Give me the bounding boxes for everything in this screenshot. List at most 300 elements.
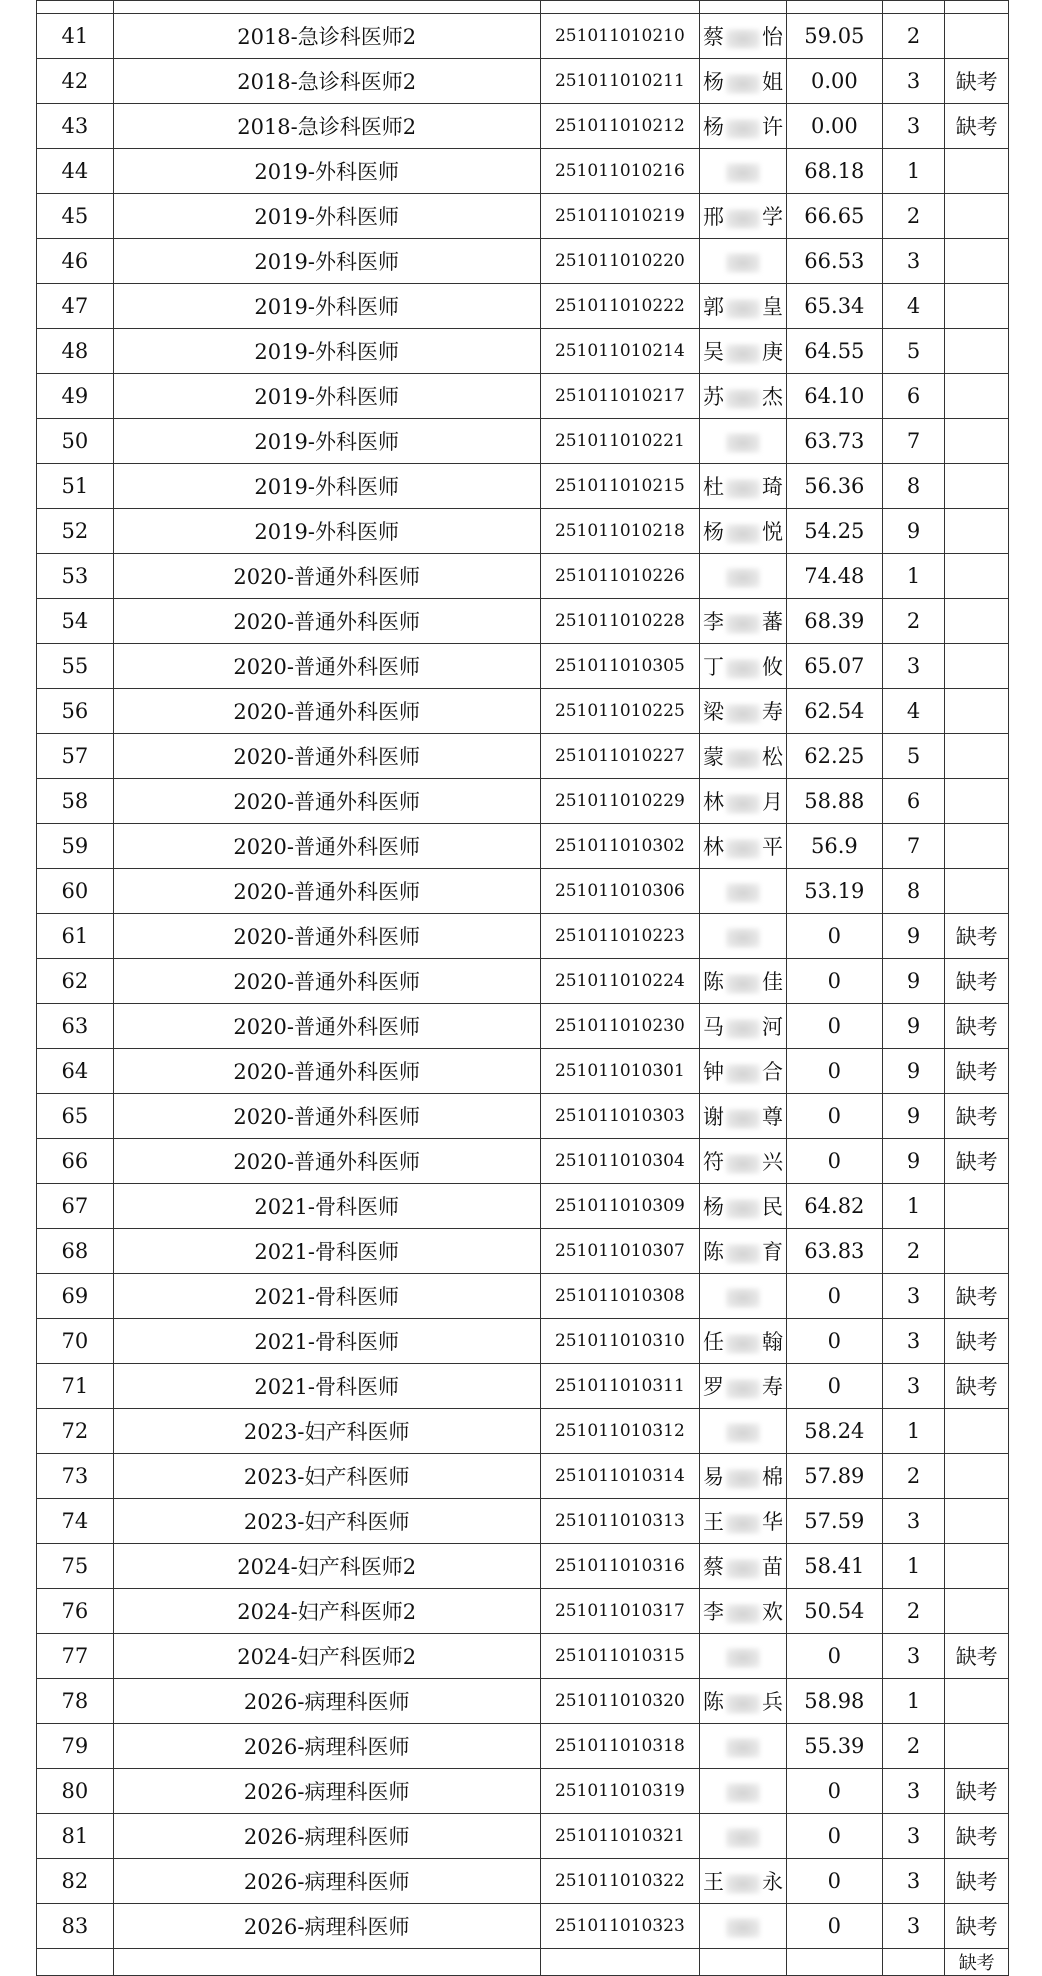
table-row: [37, 1544, 1009, 1589]
rank-cell: 6: [882, 779, 945, 824]
candidate-id-cell: 251011010210: [540, 14, 699, 59]
table-row: [37, 104, 1009, 149]
note-cell: [945, 1409, 1009, 1454]
name-last-char: 许: [762, 115, 784, 139]
score-cell: 62.25: [786, 734, 882, 779]
note-cell: [945, 554, 1009, 599]
score-cell: 56.36: [786, 464, 882, 509]
seq-cell: 45: [37, 194, 114, 239]
rank-cell: 8: [882, 869, 945, 914]
table-row: [37, 1904, 1009, 1949]
name-cell: [700, 869, 787, 914]
rank-cell: 3: [882, 1814, 945, 1859]
name-redaction: [726, 1154, 760, 1174]
seq-cell: 51: [37, 464, 114, 509]
score-cell: 0: [786, 1004, 882, 1049]
rank-cell: 5: [882, 329, 945, 374]
name-cell: [700, 464, 787, 509]
name-cell: [700, 1769, 787, 1814]
rank-cell: 2: [882, 194, 945, 239]
candidate-id-cell: 251011010305: [540, 644, 699, 689]
score-cell: 59.05: [786, 14, 882, 59]
score-cell: 68.18: [786, 149, 882, 194]
position-cell: 2020-普通外科医师: [113, 824, 540, 869]
name-first-char: 梁: [703, 700, 725, 724]
name-first-char: 陈: [703, 1240, 725, 1264]
name-first-char: 杨: [703, 520, 725, 544]
score-cell: 0: [786, 1274, 882, 1319]
name-last-char: 永: [762, 1870, 784, 1894]
score-cell: 56.9: [786, 824, 882, 869]
rank-cell: 3: [882, 1499, 945, 1544]
name-first-char: 蒙: [703, 745, 725, 769]
seq-cell: 55: [37, 644, 114, 689]
name-cell: [700, 1544, 787, 1589]
seq-cell: 42: [37, 59, 114, 104]
rank-cell: 7: [882, 824, 945, 869]
position-cell: 2020-普通外科医师: [113, 1094, 540, 1139]
position-cell: 2020-普通外科医师: [113, 959, 540, 1004]
name-last-char: 寿: [762, 1375, 784, 1399]
candidate-id-cell: 251011010224: [540, 959, 699, 1004]
rank-cell: 8: [882, 464, 945, 509]
name-redaction: [726, 1828, 760, 1848]
candidate-id-cell: 251011010322: [540, 1859, 699, 1904]
score-cell: 0: [786, 1364, 882, 1409]
candidate-id-cell: 251011010318: [540, 1724, 699, 1769]
note-cell: 缺考: [945, 1274, 1009, 1319]
candidate-id-cell: 251011010308: [540, 1274, 699, 1319]
rank-cell: 9: [882, 1094, 945, 1139]
candidate-id-cell: 251011010315: [540, 1634, 699, 1679]
name-last-char: 悦: [762, 520, 784, 544]
name-redaction: [726, 974, 760, 994]
name-redaction: [726, 29, 760, 49]
note-cell: [945, 194, 1009, 239]
rank-cell: 3: [882, 1769, 945, 1814]
rank-cell: 9: [882, 509, 945, 554]
name-last-char: 育: [762, 1240, 784, 1264]
rank-cell: 3: [882, 1319, 945, 1364]
candidate-id-cell: 251011010229: [540, 779, 699, 824]
name-redaction: [726, 1109, 760, 1129]
name-last-char: 平: [762, 835, 784, 859]
seq-cell: 59: [37, 824, 114, 869]
position-cell: 2026-病理科医师: [113, 1724, 540, 1769]
note-cell: [945, 599, 1009, 644]
candidate-id-cell: 251011010302: [540, 824, 699, 869]
seq-cell: 70: [37, 1319, 114, 1364]
name-last-char: 攸: [762, 655, 784, 679]
name-first-char: 陈: [703, 970, 725, 994]
score-cell: 65.07: [786, 644, 882, 689]
note-cell: 缺考: [945, 1004, 1009, 1049]
note-cell: [945, 824, 1009, 869]
name-redaction: [726, 659, 760, 679]
seq-cell: 44: [37, 149, 114, 194]
table-row: [37, 1364, 1009, 1409]
rank-cell: 3: [882, 104, 945, 149]
partial-seq-cell: [37, 1949, 114, 1976]
note-cell: [945, 869, 1009, 914]
name-cell: [700, 1814, 787, 1859]
seq-cell: 75: [37, 1544, 114, 1589]
seq-cell: 74: [37, 1499, 114, 1544]
score-cell: 0: [786, 1634, 882, 1679]
seq-cell: 69: [37, 1274, 114, 1319]
score-cell: 68.39: [786, 599, 882, 644]
partial-name-cell: [700, 1, 787, 14]
name-last-char: 兵: [762, 1690, 784, 1714]
name-last-char: 棉: [762, 1465, 784, 1489]
name-redaction: [726, 1019, 760, 1039]
score-table-body: [37, 1, 1009, 1976]
name-redaction: [726, 209, 760, 229]
name-redaction: [726, 389, 760, 409]
position-cell: 2019-外科医师: [113, 239, 540, 284]
name-cell: [700, 1139, 787, 1184]
score-cell: 63.83: [786, 1229, 882, 1274]
candidate-id-cell: 251011010304: [540, 1139, 699, 1184]
name-redaction: [726, 1423, 760, 1443]
candidate-id-cell: 251011010317: [540, 1589, 699, 1634]
rank-cell: 9: [882, 1004, 945, 1049]
seq-cell: 65: [37, 1094, 114, 1139]
rank-cell: 3: [882, 1904, 945, 1949]
name-cell: [700, 959, 787, 1004]
candidate-id-cell: 251011010316: [540, 1544, 699, 1589]
partial-position-cell: [113, 1, 540, 14]
note-cell: [945, 14, 1009, 59]
seq-cell: 78: [37, 1679, 114, 1724]
name-last-char: 尊: [762, 1105, 784, 1129]
name-last-char: 佳: [762, 970, 784, 994]
seq-cell: 80: [37, 1769, 114, 1814]
note-cell: [945, 734, 1009, 779]
position-cell: 2021-骨科医师: [113, 1364, 540, 1409]
table-row: [37, 509, 1009, 554]
score-table: [36, 0, 1009, 1976]
seq-cell: 41: [37, 14, 114, 59]
position-cell: 2024-妇产科医师2: [113, 1544, 540, 1589]
position-cell: 2026-病理科医师: [113, 1679, 540, 1724]
seq-cell: 58: [37, 779, 114, 824]
name-cell: [700, 599, 787, 644]
rank-cell: 2: [882, 599, 945, 644]
name-redaction: [726, 614, 760, 634]
name-last-char: 合: [762, 1060, 784, 1084]
position-cell: 2021-骨科医师: [113, 1319, 540, 1364]
name-first-char: 蔡: [703, 1555, 725, 1579]
name-redaction: [726, 1469, 760, 1489]
table-row: [37, 914, 1009, 959]
name-cell: [700, 689, 787, 734]
name-cell: [700, 509, 787, 554]
name-last-char: 翰: [762, 1330, 784, 1354]
note-cell: 缺考: [945, 1319, 1009, 1364]
candidate-id-cell: 251011010221: [540, 419, 699, 464]
candidate-id-cell: 251011010312: [540, 1409, 699, 1454]
table-row: [37, 14, 1009, 59]
note-cell: [945, 1589, 1009, 1634]
name-redaction: [726, 1064, 760, 1084]
name-cell: [700, 1589, 787, 1634]
position-cell: 2020-普通外科医师: [113, 554, 540, 599]
name-first-char: 钟: [703, 1060, 725, 1084]
table-row: [37, 374, 1009, 419]
position-cell: 2020-普通外科医师: [113, 734, 540, 779]
name-cell: [700, 1679, 787, 1724]
candidate-id-cell: 251011010310: [540, 1319, 699, 1364]
rank-cell: 2: [882, 1229, 945, 1274]
table-row: [37, 239, 1009, 284]
table-row: [37, 1769, 1009, 1814]
table-row: [37, 1499, 1009, 1544]
name-cell: [700, 1004, 787, 1049]
name-redaction: [726, 883, 760, 903]
name-redaction: [726, 299, 760, 319]
rank-cell: 3: [882, 1634, 945, 1679]
name-first-char: 吴: [703, 340, 725, 364]
note-cell: [945, 509, 1009, 554]
name-cell: [700, 284, 787, 329]
name-last-char: 学: [762, 205, 784, 229]
note-cell: [945, 329, 1009, 374]
position-cell: 2026-病理科医师: [113, 1859, 540, 1904]
partial-name-cell: [700, 1949, 787, 1976]
name-redaction: [726, 1288, 760, 1308]
candidate-id-cell: 251011010323: [540, 1904, 699, 1949]
note-cell: [945, 779, 1009, 824]
partial-id-cell: [540, 1949, 699, 1976]
candidate-id-cell: 251011010313: [540, 1499, 699, 1544]
partial-note-cell: 缺考: [945, 1949, 1009, 1976]
name-redaction: [726, 479, 760, 499]
partial-seq-cell: [37, 1, 114, 14]
seq-cell: 76: [37, 1589, 114, 1634]
seq-cell: 60: [37, 869, 114, 914]
seq-cell: 64: [37, 1049, 114, 1094]
candidate-id-cell: 251011010301: [540, 1049, 699, 1094]
score-cell: 0: [786, 914, 882, 959]
rank-cell: 4: [882, 284, 945, 329]
name-redaction: [726, 1738, 760, 1758]
candidate-id-cell: 251011010225: [540, 689, 699, 734]
note-cell: 缺考: [945, 1049, 1009, 1094]
name-cell: [700, 374, 787, 419]
rank-cell: 3: [882, 1364, 945, 1409]
name-redaction: [726, 749, 760, 769]
name-redaction: [726, 253, 760, 273]
candidate-id-cell: 251011010219: [540, 194, 699, 239]
name-cell: [700, 14, 787, 59]
rank-cell: 3: [882, 644, 945, 689]
position-cell: 2020-普通外科医师: [113, 644, 540, 689]
score-cell: 62.54: [786, 689, 882, 734]
table-row: [37, 284, 1009, 329]
score-cell: 58.41: [786, 1544, 882, 1589]
name-first-char: 杜: [703, 475, 725, 499]
seq-cell: 43: [37, 104, 114, 149]
rank-cell: 2: [882, 14, 945, 59]
name-last-char: 华: [762, 1510, 784, 1534]
name-cell: [700, 1499, 787, 1544]
table-row: [37, 689, 1009, 734]
candidate-id-cell: 251011010306: [540, 869, 699, 914]
name-last-char: 苗: [762, 1555, 784, 1579]
candidate-id-cell: 251011010222: [540, 284, 699, 329]
name-cell: [700, 1634, 787, 1679]
position-cell: 2026-病理科医师: [113, 1814, 540, 1859]
name-cell: [700, 779, 787, 824]
candidate-id-cell: 251011010220: [540, 239, 699, 284]
name-redaction: [726, 524, 760, 544]
name-last-char: 皇: [762, 295, 784, 319]
position-cell: 2019-外科医师: [113, 509, 540, 554]
name-cell: [700, 329, 787, 374]
note-cell: [945, 1184, 1009, 1229]
seq-cell: 52: [37, 509, 114, 554]
name-cell: [700, 1409, 787, 1454]
name-redaction: [726, 1918, 760, 1938]
note-cell: [945, 1679, 1009, 1724]
name-redaction: [726, 1514, 760, 1534]
score-cell: 66.53: [786, 239, 882, 284]
name-first-char: 林: [703, 790, 725, 814]
position-cell: 2018-急诊科医师2: [113, 104, 540, 149]
note-cell: [945, 689, 1009, 734]
note-cell: 缺考: [945, 959, 1009, 1004]
name-cell: [700, 1184, 787, 1229]
name-first-char: 林: [703, 835, 725, 859]
rank-cell: 1: [882, 1184, 945, 1229]
note-cell: [945, 374, 1009, 419]
rank-cell: 3: [882, 1274, 945, 1319]
candidate-id-cell: 251011010319: [540, 1769, 699, 1814]
name-first-char: 谢: [703, 1105, 725, 1129]
position-cell: 2018-急诊科医师2: [113, 59, 540, 104]
name-cell: [700, 914, 787, 959]
table-row: [37, 554, 1009, 599]
table-row: [37, 1589, 1009, 1634]
table-row: [37, 1454, 1009, 1499]
partial-note-cell: [945, 1, 1009, 14]
seq-cell: 62: [37, 959, 114, 1004]
partial-rank-cell: [882, 1949, 945, 1976]
rank-cell: 2: [882, 1724, 945, 1769]
table-row: [37, 1274, 1009, 1319]
name-redaction: [726, 1244, 760, 1264]
table-row: [37, 959, 1009, 1004]
candidate-id-cell: 251011010320: [540, 1679, 699, 1724]
name-last-char: 兴: [762, 1150, 784, 1174]
note-cell: [945, 1454, 1009, 1499]
candidate-id-cell: 251011010226: [540, 554, 699, 599]
candidate-id-cell: 251011010218: [540, 509, 699, 554]
name-cell: [700, 1859, 787, 1904]
seq-cell: 57: [37, 734, 114, 779]
name-cell: [700, 1724, 787, 1769]
name-first-char: 杨: [703, 1195, 725, 1219]
name-redaction: [726, 344, 760, 364]
rank-cell: 3: [882, 59, 945, 104]
score-cell: 0: [786, 959, 882, 1004]
candidate-id-cell: 251011010223: [540, 914, 699, 959]
seq-cell: 77: [37, 1634, 114, 1679]
candidate-id-cell: 251011010314: [540, 1454, 699, 1499]
seq-cell: 79: [37, 1724, 114, 1769]
table-row: [37, 1229, 1009, 1274]
name-last-char: 民: [762, 1195, 784, 1219]
name-first-char: 苏: [703, 385, 725, 409]
position-cell: 2026-病理科医师: [113, 1769, 540, 1814]
name-redaction: [726, 1199, 760, 1219]
note-cell: 缺考: [945, 1904, 1009, 1949]
name-redaction: [726, 568, 760, 588]
name-first-char: 邢: [703, 205, 725, 229]
rank-cell: 1: [882, 149, 945, 194]
note-cell: 缺考: [945, 1364, 1009, 1409]
seq-cell: 71: [37, 1364, 114, 1409]
name-cell: [700, 1904, 787, 1949]
name-first-char: 杨: [703, 70, 725, 94]
rank-cell: 6: [882, 374, 945, 419]
score-cell: 0.00: [786, 104, 882, 149]
position-cell: 2020-普通外科医师: [113, 1004, 540, 1049]
name-last-char: 欢: [762, 1600, 784, 1624]
name-redaction: [726, 1559, 760, 1579]
name-first-char: 蔡: [703, 25, 725, 49]
table-row: [37, 824, 1009, 869]
score-cell: 0: [786, 1139, 882, 1184]
candidate-id-cell: 251011010311: [540, 1364, 699, 1409]
partial-position-cell: [113, 1949, 540, 1976]
note-cell: 缺考: [945, 914, 1009, 959]
score-cell: 64.10: [786, 374, 882, 419]
position-cell: 2023-妇产科医师: [113, 1409, 540, 1454]
name-first-char: 李: [703, 610, 725, 634]
position-cell: 2020-普通外科医师: [113, 869, 540, 914]
score-cell: 64.55: [786, 329, 882, 374]
seq-cell: 54: [37, 599, 114, 644]
rank-cell: 5: [882, 734, 945, 779]
score-cell: 0.00: [786, 59, 882, 104]
score-cell: 0: [786, 1814, 882, 1859]
name-cell: [700, 1274, 787, 1319]
table-row: [37, 194, 1009, 239]
name-first-char: 王: [703, 1870, 725, 1894]
name-first-char: 罗: [703, 1375, 725, 1399]
rank-cell: 2: [882, 1454, 945, 1499]
name-redaction: [726, 1648, 760, 1668]
name-cell: [700, 1319, 787, 1364]
rank-cell: 1: [882, 1679, 945, 1724]
name-redaction: [726, 1783, 760, 1803]
score-cell: 66.65: [786, 194, 882, 239]
partial-rank-cell: [882, 1, 945, 14]
score-cell: 0: [786, 1904, 882, 1949]
seq-cell: 49: [37, 374, 114, 419]
candidate-id-cell: 251011010307: [540, 1229, 699, 1274]
name-redaction: [726, 433, 760, 453]
table-row: [37, 1634, 1009, 1679]
candidate-id-cell: 251011010217: [540, 374, 699, 419]
table-row: [37, 1139, 1009, 1184]
score-cell: 50.54: [786, 1589, 882, 1634]
table-row: [37, 1679, 1009, 1724]
note-cell: 缺考: [945, 104, 1009, 149]
note-cell: [945, 464, 1009, 509]
